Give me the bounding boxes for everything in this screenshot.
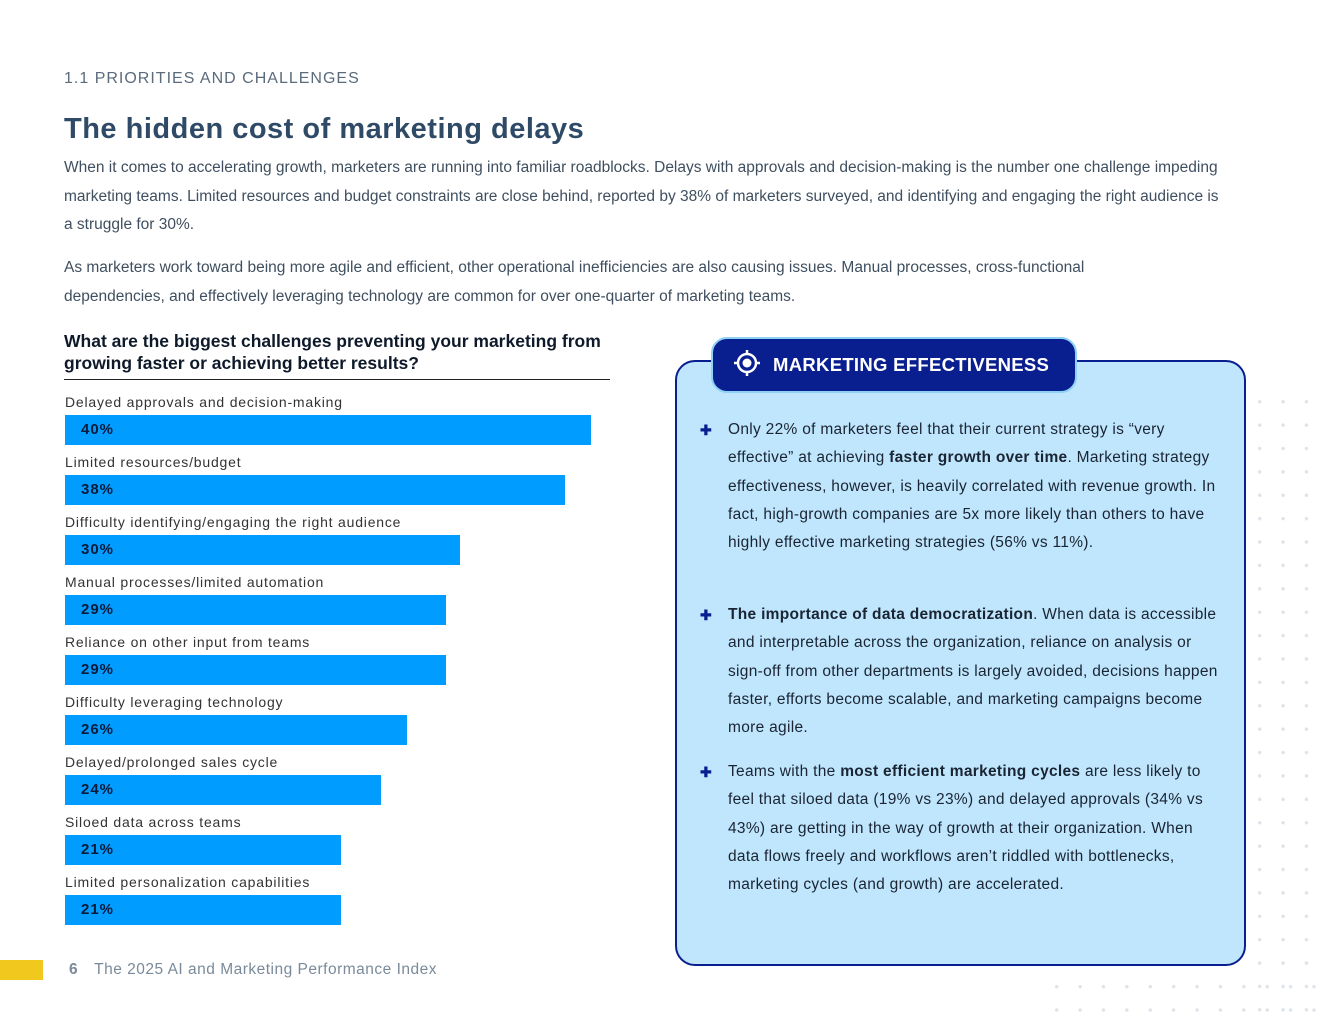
bar-label: Siloed data across teams [65,814,242,830]
bullet-text [728,758,1220,899]
bar-row [65,451,625,511]
bullet-text [728,416,1220,557]
card-bullet [700,416,1220,557]
bullet-segment: . Marketing strategy effectiveness, however, is heavily correlated with revenue growth. In fact, high-growth companies are 5x more likely than others to have highly effective marketing strategies (56% vs 11%). [728,449,1216,552]
bar-row [65,811,625,871]
bar: 30% [65,535,460,565]
card-bullet [700,758,1220,899]
bar-row [65,751,625,811]
card-title: MARKETING EFFECTIVENESS [773,354,1050,375]
report-title: The 2025 AI and Marketing Performance Index [94,961,438,978]
bullet-segment: Only 22% of marketers feel that their current strategy is “very effective” at achieving [728,421,1165,467]
bar: 21% [65,895,341,925]
card-header [711,337,1077,393]
bar-chart [65,391,625,931]
intro-paragraph: When it comes to accelerating growth, marketers are running into familiar roadblocks. Delays with approvals and decision-making is the number one challenge impeding marketing teams. Limited resources and budget constraints are close behind, reported by 38% of marketers surveyed, and identifying and engaging the right audience is a struggle for 30%. [64,159,1219,233]
bullet-emphasis: most efficient marketing cycles [840,763,1081,780]
page-number: 6 [69,961,79,978]
bar-label: Limited personalization capabilities [65,874,311,890]
bar-label: Limited resources/budget [65,454,242,470]
bar-label: Manual processes/limited automation [65,574,325,590]
bar: 40% [65,415,591,445]
bar-label: Difficulty identifying/engaging the right audience [65,514,402,530]
bar-label: Delayed approvals and decision-making [65,394,343,410]
target-icon [733,349,761,382]
bar-label: Reliance on other input from teams [65,634,311,650]
plus-icon: ✚ [700,764,713,780]
decorative-dots [1045,975,1320,1020]
bar: 29% [65,655,446,685]
footer [0,960,437,980]
bar-row [65,511,625,571]
bar-label: Difficulty leveraging technology [65,694,284,710]
plus-icon: ✚ [700,607,713,623]
bar: 21% [65,835,341,865]
bar: 38% [65,475,565,505]
bar-row [65,571,625,631]
footer-accent [0,960,43,980]
bullet-segment: . When data is accessible and interpretable across the organization, reliance on analysis or sign-off from other departments is largely avoided, decisions happen faster, efforts become scalable, and marketing campaigns become more agile. [728,606,1218,737]
bullet-segment: Teams with the [728,763,841,780]
bullet-emphasis: The importance of data democratization [728,606,1034,623]
decorative-dots [1248,390,1320,1020]
bullet-emphasis: faster growth over time [889,449,1068,467]
bar-label: Delayed/prolonged sales cycle [65,754,279,770]
bullet-segment: are less likely to feel that siloed data (19% vs 23%) and delayed approvals (34% vs 43%) are getting in the way of growth at their organization. When data flows freely and workflows aren’t riddled with bottlenecks, marketing cycles (and growth) are accelerated. [728,763,1203,894]
second-paragraph: As marketers work toward being more agile and efficient, other operational inefficiencies are also causing issues. Manual processes, cross-functional dependencies, and effectively leveraging technology are common for over one-quarter of marketing teams. [64,259,1085,305]
page-title: The hidden cost of marketing delays [64,113,585,145]
bar-row [65,691,625,751]
bar-row [65,631,625,691]
bar: 29% [65,595,446,625]
bar-row [65,871,625,931]
bar-row [65,391,625,451]
chart-title: What are the biggest challenges preventing your marketing from growing faster or achieving better results? [64,330,610,380]
bar: 26% [65,715,407,745]
bullet-text [728,601,1220,742]
section-label: 1.1 PRIORITIES AND CHALLENGES [64,70,360,87]
plus-icon: ✚ [700,422,713,438]
card-bullet [700,601,1220,742]
bar: 24% [65,775,381,805]
